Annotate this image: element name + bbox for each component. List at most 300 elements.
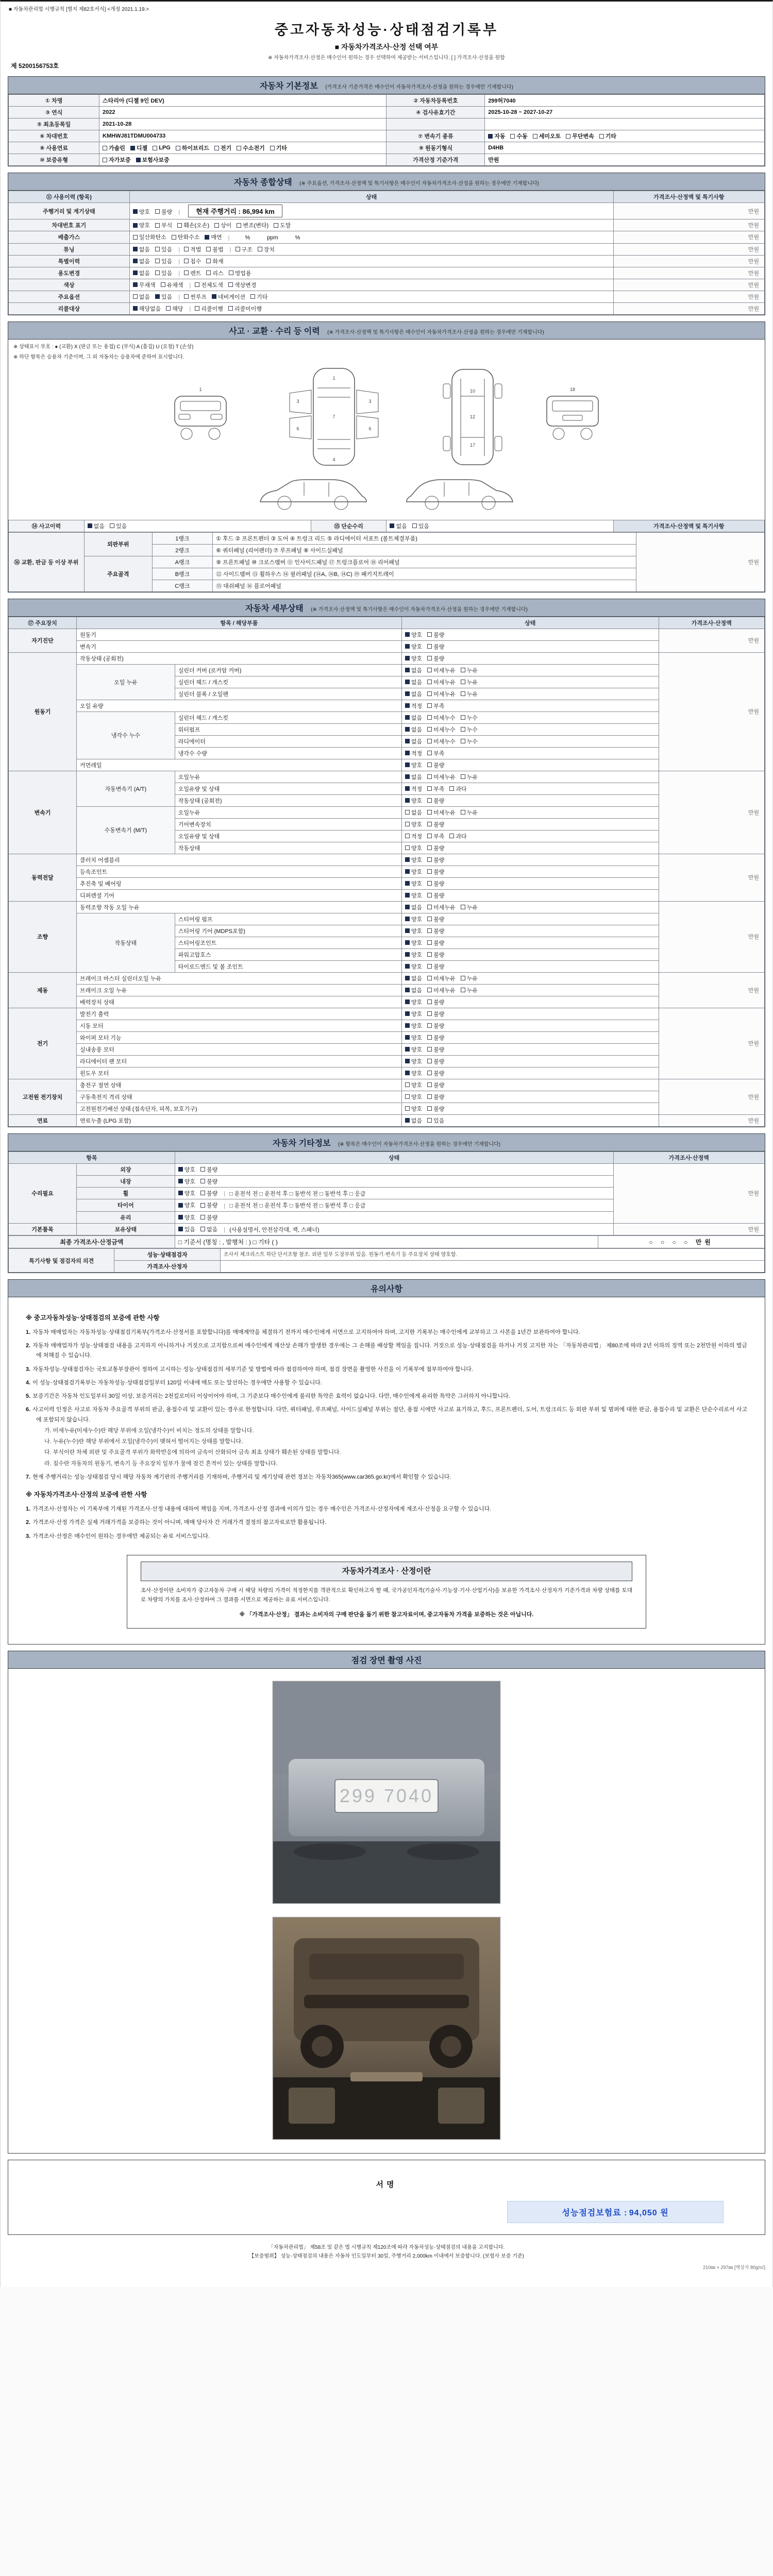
checkbox-있음[interactable] bbox=[412, 522, 429, 530]
checkbox-없음[interactable] bbox=[133, 245, 150, 253]
checkbox-box bbox=[155, 223, 160, 228]
checkbox-양호[interactable] bbox=[405, 856, 422, 864]
checkbox-양호[interactable] bbox=[133, 208, 150, 216]
checkbox-구조[interactable] bbox=[236, 245, 253, 253]
checkbox-없음[interactable] bbox=[405, 986, 422, 994]
checkbox-없음[interactable] bbox=[88, 522, 105, 530]
checkbox-적정[interactable] bbox=[405, 832, 422, 840]
condition-row bbox=[9, 219, 765, 231]
checkbox-적정[interactable] bbox=[405, 702, 422, 710]
checkbox-미세누유[interactable] bbox=[427, 690, 456, 698]
checkbox-불량[interactable] bbox=[427, 1033, 444, 1042]
other-item: 타이어 bbox=[77, 1199, 175, 1212]
checkbox-box bbox=[427, 964, 432, 969]
checkbox-양호[interactable] bbox=[405, 1033, 422, 1042]
checkbox-box bbox=[427, 1047, 432, 1052]
checkbox-양호[interactable] bbox=[405, 761, 422, 769]
notice-text: 자동차 매매업자는 자동차성능·상태점검기록부(가격조사·산정서를 포함합니다)를 매매계약을 체결하기 전까지 매수인에게 서면으로 고지하여야 하며, 고지한 기록부는 매수인에게 교부하고 그 사본을 1년간 보관하여야 합니다. bbox=[32, 1329, 580, 1335]
other-item: 유리 bbox=[77, 1211, 175, 1223]
checkbox-누유[interactable] bbox=[461, 690, 478, 698]
checkbox-양호[interactable] bbox=[405, 796, 422, 805]
checkbox-미세누유[interactable] bbox=[427, 666, 456, 674]
checkbox-label: 보험사보증 bbox=[142, 157, 170, 163]
checkbox-불량[interactable] bbox=[200, 1201, 217, 1209]
checkbox-label: 불량 bbox=[433, 1011, 445, 1018]
checkbox-있음[interactable] bbox=[178, 1225, 195, 1233]
checkbox-양호[interactable] bbox=[405, 631, 422, 639]
checkbox-부식[interactable] bbox=[155, 221, 172, 229]
checkbox-label: 양호 bbox=[411, 1046, 423, 1053]
checkbox-누유[interactable] bbox=[461, 974, 478, 982]
checkbox-매연[interactable] bbox=[205, 233, 222, 241]
checkbox-자동[interactable] bbox=[488, 132, 505, 140]
checkbox-양호[interactable] bbox=[405, 879, 422, 888]
checkbox-부족[interactable] bbox=[427, 785, 444, 793]
checkbox-없음[interactable] bbox=[405, 773, 422, 781]
checkbox-label: 양호 bbox=[184, 1166, 195, 1173]
checkbox-label: 누유 bbox=[466, 975, 478, 982]
group-divider: | bbox=[224, 1227, 226, 1233]
checkbox-label: 누유 bbox=[466, 679, 478, 686]
checkbox-label: 기타 bbox=[276, 145, 287, 151]
checkbox-불량[interactable] bbox=[427, 844, 444, 852]
checkbox-양호[interactable] bbox=[178, 1189, 195, 1197]
checkbox-불량[interactable] bbox=[427, 927, 444, 935]
checkbox-미세누유[interactable] bbox=[427, 808, 456, 817]
checkbox-세미오토[interactable] bbox=[533, 132, 561, 140]
checkbox-미세누유[interactable] bbox=[427, 678, 456, 686]
checkbox-불량[interactable] bbox=[200, 1213, 217, 1222]
checkbox-불량[interactable] bbox=[427, 868, 444, 876]
checkbox-양호[interactable] bbox=[405, 939, 422, 947]
checkbox-과다[interactable] bbox=[449, 832, 466, 840]
checkbox-양호[interactable] bbox=[178, 1177, 195, 1185]
notice-text: 가격조사·산정자는 이 기록부에 기재된 가격조사·산정 내용에 대하여 책임을 지며, 가격조사·산정 결과에 이의가 있는 경우 매수인은 가격조사·산정자에게 재조사·산정을 요구할 수 있습니다. bbox=[32, 1506, 492, 1512]
checkbox-없음[interactable] bbox=[133, 257, 150, 265]
checkbox-해당없음[interactable] bbox=[133, 304, 161, 313]
checkbox-양호[interactable] bbox=[178, 1213, 195, 1222]
checkbox-label: 없음 bbox=[411, 691, 423, 698]
checkbox-썬루프[interactable] bbox=[184, 293, 207, 301]
checkbox-누수[interactable] bbox=[461, 714, 478, 722]
notice-item bbox=[26, 1405, 747, 1469]
checkbox-과다[interactable] bbox=[449, 785, 466, 793]
checkbox-box bbox=[427, 762, 432, 767]
checkbox-label: 부족 bbox=[433, 703, 445, 709]
detail-row bbox=[9, 771, 765, 783]
checkbox-양호[interactable] bbox=[405, 654, 422, 663]
checkbox-label: 누유 bbox=[466, 774, 478, 781]
checkbox-영업용[interactable] bbox=[229, 269, 251, 277]
checkbox-양호[interactable] bbox=[405, 891, 422, 900]
checkbox-box bbox=[155, 270, 160, 275]
signature-box[interactable] bbox=[8, 2160, 765, 2234]
checkbox-불량[interactable] bbox=[427, 915, 444, 923]
checkbox-label: 불량 bbox=[433, 857, 445, 863]
checkbox-label: 양호 bbox=[411, 1058, 423, 1065]
checkbox-누유[interactable] bbox=[461, 903, 478, 911]
parts-list: ① 후드 ② 프론트펜더 ③ 도어 ④ 트렁크 리드 ⑤ 라디에이터 서포트 (볼트체결부품) bbox=[213, 532, 636, 544]
checkbox-수동[interactable] bbox=[510, 132, 527, 140]
checkbox-불량[interactable] bbox=[427, 856, 444, 864]
checkbox-불량[interactable] bbox=[427, 642, 444, 651]
checkbox-불량[interactable] bbox=[427, 796, 444, 805]
checkbox-box bbox=[200, 1167, 205, 1172]
checkbox-group bbox=[236, 245, 280, 253]
checkbox-미세누유[interactable] bbox=[427, 986, 456, 994]
part-name: 브레이크 오일 누유 bbox=[77, 984, 402, 996]
notice-text: 가격조사·산정 가격은 실제 거래가격을 보증하는 것이 아니며, 매매 당사자 간 거래가격 결정의 참고자료로만 활용됩니다. bbox=[32, 1519, 327, 1526]
checkbox-없음[interactable] bbox=[405, 666, 422, 674]
checkbox-불량[interactable] bbox=[427, 820, 444, 828]
checkbox-LPG[interactable] bbox=[153, 145, 171, 151]
checkbox-불량[interactable] bbox=[427, 962, 444, 971]
checkbox-장치[interactable] bbox=[258, 245, 275, 253]
checkbox-없음[interactable] bbox=[200, 1225, 217, 1233]
checkbox-리스[interactable] bbox=[206, 269, 223, 277]
checkbox-양호[interactable] bbox=[405, 820, 422, 828]
checkbox-label: 불량 bbox=[433, 1023, 445, 1029]
checkbox-가솔린[interactable] bbox=[103, 144, 125, 152]
checkbox-자가보증[interactable] bbox=[103, 156, 131, 164]
column-header: 항목 bbox=[9, 1151, 175, 1163]
checkbox-있음[interactable] bbox=[427, 1116, 444, 1125]
condition-row bbox=[9, 203, 765, 219]
checkbox-적정[interactable] bbox=[405, 749, 422, 757]
checkbox-양호[interactable] bbox=[405, 962, 422, 971]
checkbox-불량[interactable] bbox=[427, 951, 444, 959]
checkbox-box bbox=[133, 306, 138, 311]
checkbox-box bbox=[153, 146, 157, 150]
car-diagram-side-right bbox=[402, 471, 520, 515]
overall-condition-subtitle: (※ 주요옵션, 가격조사·산정액 및 특기사항은 매수인이 자동차가격조사·산정을 원하는 경우에만 기재합니다) bbox=[299, 181, 539, 187]
checkbox-label: 디젤 bbox=[136, 145, 148, 151]
checkbox-group bbox=[133, 293, 178, 301]
other-extra: (사용설명서, 안전삼각대, 잭, 스패너) bbox=[229, 1227, 320, 1233]
checkbox-기타[interactable] bbox=[270, 144, 287, 152]
part-name: 동력조향 작동 오일 누유 bbox=[77, 901, 402, 913]
accident-price-header: 가격조사·산정액 및 특기사항 bbox=[613, 520, 764, 532]
checkbox-label: 양호 bbox=[411, 1011, 423, 1018]
checkbox-양호[interactable] bbox=[133, 221, 150, 229]
checkbox-label: 있음 bbox=[161, 270, 173, 277]
checkbox-불량[interactable] bbox=[427, 939, 444, 947]
checkbox-있음[interactable] bbox=[155, 269, 172, 277]
section-accident-history bbox=[8, 321, 765, 592]
checkbox-훼손(오손)[interactable] bbox=[177, 221, 209, 229]
other-item: 휠 bbox=[77, 1187, 175, 1199]
checkbox-리콜미이행[interactable] bbox=[228, 304, 262, 313]
appraisal-definition-title: 자동차가격조사 · 산정이란 bbox=[141, 1562, 632, 1581]
checkbox-box bbox=[405, 762, 410, 767]
checkbox-양호[interactable] bbox=[405, 1069, 422, 1077]
checkbox-box bbox=[405, 999, 410, 1004]
checkbox-불량[interactable] bbox=[427, 1057, 444, 1065]
column-header: 항목 / 해당부품 bbox=[77, 617, 402, 629]
checkbox-리콜이행[interactable] bbox=[195, 304, 223, 313]
checkbox-누유[interactable] bbox=[461, 666, 478, 674]
appraisal-definition-note: ※ 「가격조사·산정」 결과는 소비자의 구매 판단을 돕기 위한 참고자료이며, 중고자동차 가격을 보증하는 것은 아닙니다. bbox=[239, 1611, 534, 1618]
field-value: 만원 bbox=[485, 154, 765, 166]
part-status bbox=[401, 794, 659, 806]
checkbox-화재[interactable] bbox=[206, 257, 223, 265]
subgroup-name: 작동상태 bbox=[77, 913, 175, 972]
checkbox-box bbox=[405, 703, 410, 708]
checkbox-없음[interactable] bbox=[405, 1116, 422, 1125]
checkbox-네비게이션[interactable] bbox=[212, 293, 245, 301]
notice-list-performance bbox=[26, 1328, 747, 1482]
checkbox-box bbox=[206, 247, 211, 251]
checkbox-불량[interactable] bbox=[155, 208, 172, 216]
checkbox-없음[interactable] bbox=[405, 714, 422, 722]
checkbox-group bbox=[133, 257, 178, 265]
checkbox-양호[interactable] bbox=[405, 1022, 422, 1030]
detail-row bbox=[9, 711, 765, 723]
checkbox-box bbox=[405, 905, 410, 909]
checkbox-없음[interactable] bbox=[405, 737, 422, 745]
checkbox-전체도색[interactable] bbox=[195, 281, 223, 289]
checkbox-box bbox=[172, 235, 176, 240]
checkbox-group bbox=[405, 974, 483, 982]
checkbox-label: 불량 bbox=[433, 1046, 445, 1053]
checkbox-없음[interactable] bbox=[405, 725, 422, 734]
checkbox-group bbox=[133, 233, 227, 241]
checkbox-기타[interactable] bbox=[599, 132, 616, 140]
checkbox-없음[interactable] bbox=[405, 808, 422, 817]
checkbox-불량[interactable] bbox=[427, 1093, 444, 1101]
checkbox-group bbox=[405, 1033, 450, 1042]
checkbox-없음[interactable] bbox=[390, 522, 407, 530]
accident-history-label: ⑭ 사고이력 bbox=[9, 520, 85, 532]
checkbox-양호[interactable] bbox=[405, 642, 422, 651]
parts-list: ⑥ 쿼터패널 (리어펜더) ⑦ 루프패널 ⑧ 사이드실패널 bbox=[213, 544, 636, 556]
checkbox-label: 불량 bbox=[206, 1214, 218, 1221]
checkbox-침수[interactable] bbox=[184, 257, 201, 265]
checkbox-불량[interactable] bbox=[427, 1010, 444, 1018]
checkbox-box bbox=[155, 259, 160, 263]
photos-header bbox=[8, 1651, 765, 1669]
checkbox-box bbox=[427, 988, 432, 992]
checkbox-일산화탄소[interactable] bbox=[133, 233, 166, 241]
checkbox-부족[interactable] bbox=[427, 702, 444, 710]
checkbox-양호[interactable] bbox=[178, 1201, 195, 1209]
checkbox-양호[interactable] bbox=[405, 998, 422, 1006]
checkbox-불법[interactable] bbox=[206, 245, 223, 253]
checkbox-box bbox=[228, 306, 233, 311]
checkbox-미세누수[interactable] bbox=[427, 714, 456, 722]
price-cell: 만원 bbox=[613, 302, 764, 314]
checkbox-기타[interactable] bbox=[250, 293, 267, 301]
checkbox-불량[interactable] bbox=[427, 654, 444, 663]
inspection-photo-rear-plate bbox=[273, 1681, 500, 1904]
checkbox-label: 적정 bbox=[411, 750, 423, 757]
checkbox-양호[interactable] bbox=[405, 951, 422, 959]
checkbox-불량[interactable] bbox=[200, 1177, 217, 1185]
checkbox-group bbox=[405, 749, 450, 757]
checkbox-색상변경[interactable] bbox=[228, 281, 257, 289]
checkbox-없음[interactable] bbox=[405, 903, 422, 911]
checkbox-box bbox=[405, 917, 410, 921]
checkbox-무채색[interactable] bbox=[133, 281, 156, 289]
checkbox-box bbox=[427, 798, 432, 803]
checkbox-누유[interactable] bbox=[461, 808, 478, 817]
checkbox-미세누유[interactable] bbox=[427, 903, 456, 911]
part-status bbox=[401, 747, 659, 759]
checkbox-누유[interactable] bbox=[461, 773, 478, 781]
checkbox-불량[interactable] bbox=[427, 1069, 444, 1077]
checkbox-group bbox=[405, 1093, 450, 1101]
checkbox-디젤[interactable] bbox=[130, 144, 147, 152]
checkbox-box bbox=[184, 247, 189, 251]
checkbox-불량[interactable] bbox=[427, 891, 444, 900]
checkbox-group bbox=[405, 773, 483, 781]
field-value bbox=[485, 118, 765, 130]
price-cell: 만원 bbox=[659, 1114, 764, 1126]
checkbox-누수[interactable] bbox=[461, 737, 478, 745]
checkbox-상이[interactable] bbox=[214, 221, 231, 229]
checkbox-box bbox=[427, 917, 432, 921]
checkbox-label: 양호 bbox=[139, 209, 150, 215]
checkbox-보험사보증[interactable] bbox=[136, 156, 170, 164]
checkbox-양호[interactable] bbox=[405, 1105, 422, 1113]
checkbox-있음[interactable] bbox=[155, 257, 172, 265]
part-name: 파워고압호스 bbox=[175, 948, 401, 960]
part-status bbox=[401, 948, 659, 960]
checkbox-box bbox=[214, 223, 219, 228]
checkbox-box bbox=[405, 1059, 410, 1063]
checkbox-적정[interactable] bbox=[405, 785, 422, 793]
checkbox-group bbox=[405, 666, 483, 674]
checkbox-불량[interactable] bbox=[200, 1165, 217, 1174]
checkbox-label: 무단변속 bbox=[572, 133, 594, 140]
section-detail-condition bbox=[8, 599, 765, 1127]
checkbox-있음[interactable] bbox=[110, 522, 127, 530]
checkbox-label: 있음 bbox=[161, 258, 173, 265]
condition-status bbox=[129, 302, 613, 314]
detail-row bbox=[9, 1079, 765, 1091]
checkbox-없음[interactable] bbox=[405, 974, 422, 982]
checkbox-렌트[interactable] bbox=[184, 269, 201, 277]
checkbox-불량[interactable] bbox=[427, 879, 444, 888]
notice-item bbox=[26, 1365, 747, 1375]
checkbox-양호[interactable] bbox=[405, 1010, 422, 1018]
checkbox-탄화수소[interactable] bbox=[172, 233, 200, 241]
checkbox-양호[interactable] bbox=[405, 844, 422, 852]
checkbox-불량[interactable] bbox=[427, 998, 444, 1006]
checkbox-label: 있음 bbox=[433, 1117, 445, 1124]
checkbox-불량[interactable] bbox=[427, 1022, 444, 1030]
part-name: 스티어링 기어 (MDPS포함) bbox=[175, 925, 401, 937]
checkbox-불량[interactable] bbox=[427, 1081, 444, 1089]
checkbox-group bbox=[133, 281, 189, 289]
checkbox-양호[interactable] bbox=[405, 915, 422, 923]
checkbox-불량[interactable] bbox=[200, 1189, 217, 1197]
checkbox-box bbox=[461, 774, 465, 779]
checkbox-양호[interactable] bbox=[405, 1081, 422, 1089]
checkbox-label: 도말 bbox=[280, 223, 291, 229]
checkbox-양호[interactable] bbox=[405, 1057, 422, 1065]
checkbox-불량[interactable] bbox=[427, 631, 444, 639]
checkbox-유채색[interactable] bbox=[161, 281, 183, 289]
checkbox-미세누유[interactable] bbox=[427, 974, 456, 982]
checkbox-group bbox=[405, 1069, 450, 1077]
checkbox-부족[interactable] bbox=[427, 832, 444, 840]
checkbox-수소전기[interactable] bbox=[237, 144, 265, 152]
svg-text:6: 6 bbox=[368, 426, 372, 431]
checkbox-group bbox=[103, 144, 292, 152]
checkbox-없음[interactable] bbox=[405, 690, 422, 698]
condition-row bbox=[9, 291, 765, 302]
checkbox-양호[interactable] bbox=[405, 927, 422, 935]
checkbox-없음[interactable] bbox=[133, 293, 150, 301]
checkbox-변조(변타)[interactable] bbox=[237, 221, 268, 229]
other-category: 기본품목 bbox=[9, 1223, 77, 1235]
checkbox-label: 수소전기 bbox=[243, 145, 265, 151]
checkbox-미세누유[interactable] bbox=[427, 773, 456, 781]
checkbox-label: 미세누유 bbox=[433, 975, 456, 982]
checkbox-있음[interactable] bbox=[155, 245, 172, 253]
checkbox-label: 양호 bbox=[411, 880, 423, 887]
checkbox-label: 없음 bbox=[411, 667, 423, 674]
part-name: 연료누출 (LPG 포함) bbox=[77, 1114, 402, 1126]
checkbox-부족[interactable] bbox=[427, 749, 444, 757]
checkbox-있음[interactable] bbox=[155, 293, 172, 301]
checkbox-무단변속[interactable] bbox=[566, 132, 594, 140]
checkbox-누유[interactable] bbox=[461, 678, 478, 686]
checkbox-양호[interactable] bbox=[405, 1093, 422, 1101]
checkbox-미세누수[interactable] bbox=[427, 737, 456, 745]
checkbox-불량[interactable] bbox=[427, 1105, 444, 1113]
field-value: KMHWJ81TDMU004733 bbox=[99, 130, 386, 142]
checkbox-group bbox=[405, 891, 450, 900]
checkbox-group bbox=[405, 1116, 450, 1125]
checkbox-하이브리드[interactable] bbox=[176, 144, 209, 152]
checkbox-불량[interactable] bbox=[427, 761, 444, 769]
checkbox-group bbox=[405, 915, 450, 923]
checkbox-없음[interactable] bbox=[405, 678, 422, 686]
checkbox-미세누수[interactable] bbox=[427, 725, 456, 734]
parts-category: 주요골격 bbox=[84, 556, 152, 591]
device-name: 연료 bbox=[9, 1114, 77, 1126]
part-name: 실린더 헤드 / 개스킷 bbox=[175, 676, 401, 688]
checkbox-양호[interactable] bbox=[405, 1045, 422, 1054]
checkbox-불량[interactable] bbox=[427, 1045, 444, 1054]
notice-number: 4. bbox=[26, 1379, 31, 1386]
checkbox-적법[interactable] bbox=[184, 245, 201, 253]
checkbox-box bbox=[427, 1094, 432, 1099]
checkbox-box bbox=[427, 691, 432, 696]
checkbox-도말[interactable] bbox=[274, 221, 291, 229]
basic-info-row bbox=[9, 107, 765, 118]
checkbox-양호[interactable] bbox=[178, 1165, 195, 1174]
checkbox-누수[interactable] bbox=[461, 725, 478, 734]
premium-value: 94,050 원 bbox=[629, 2208, 669, 2217]
checkbox-해당[interactable] bbox=[166, 304, 183, 313]
part-name: 실내송풍 모터 bbox=[77, 1043, 402, 1055]
checkbox-label: 없음 bbox=[411, 987, 423, 994]
checkbox-양호[interactable] bbox=[405, 868, 422, 876]
checkbox-label: 있음 bbox=[115, 523, 127, 530]
checkbox-label: 양호 bbox=[411, 857, 423, 863]
checkbox-누유[interactable] bbox=[461, 986, 478, 994]
price-cell: 만원 bbox=[613, 203, 764, 219]
checkbox-label: 불량 bbox=[206, 1190, 218, 1197]
checkbox-없음[interactable] bbox=[133, 269, 150, 277]
checkbox-group bbox=[103, 156, 175, 164]
checkbox-전기[interactable] bbox=[214, 144, 231, 152]
price-cell: 만원 bbox=[613, 255, 764, 267]
checkbox-box bbox=[405, 928, 410, 933]
